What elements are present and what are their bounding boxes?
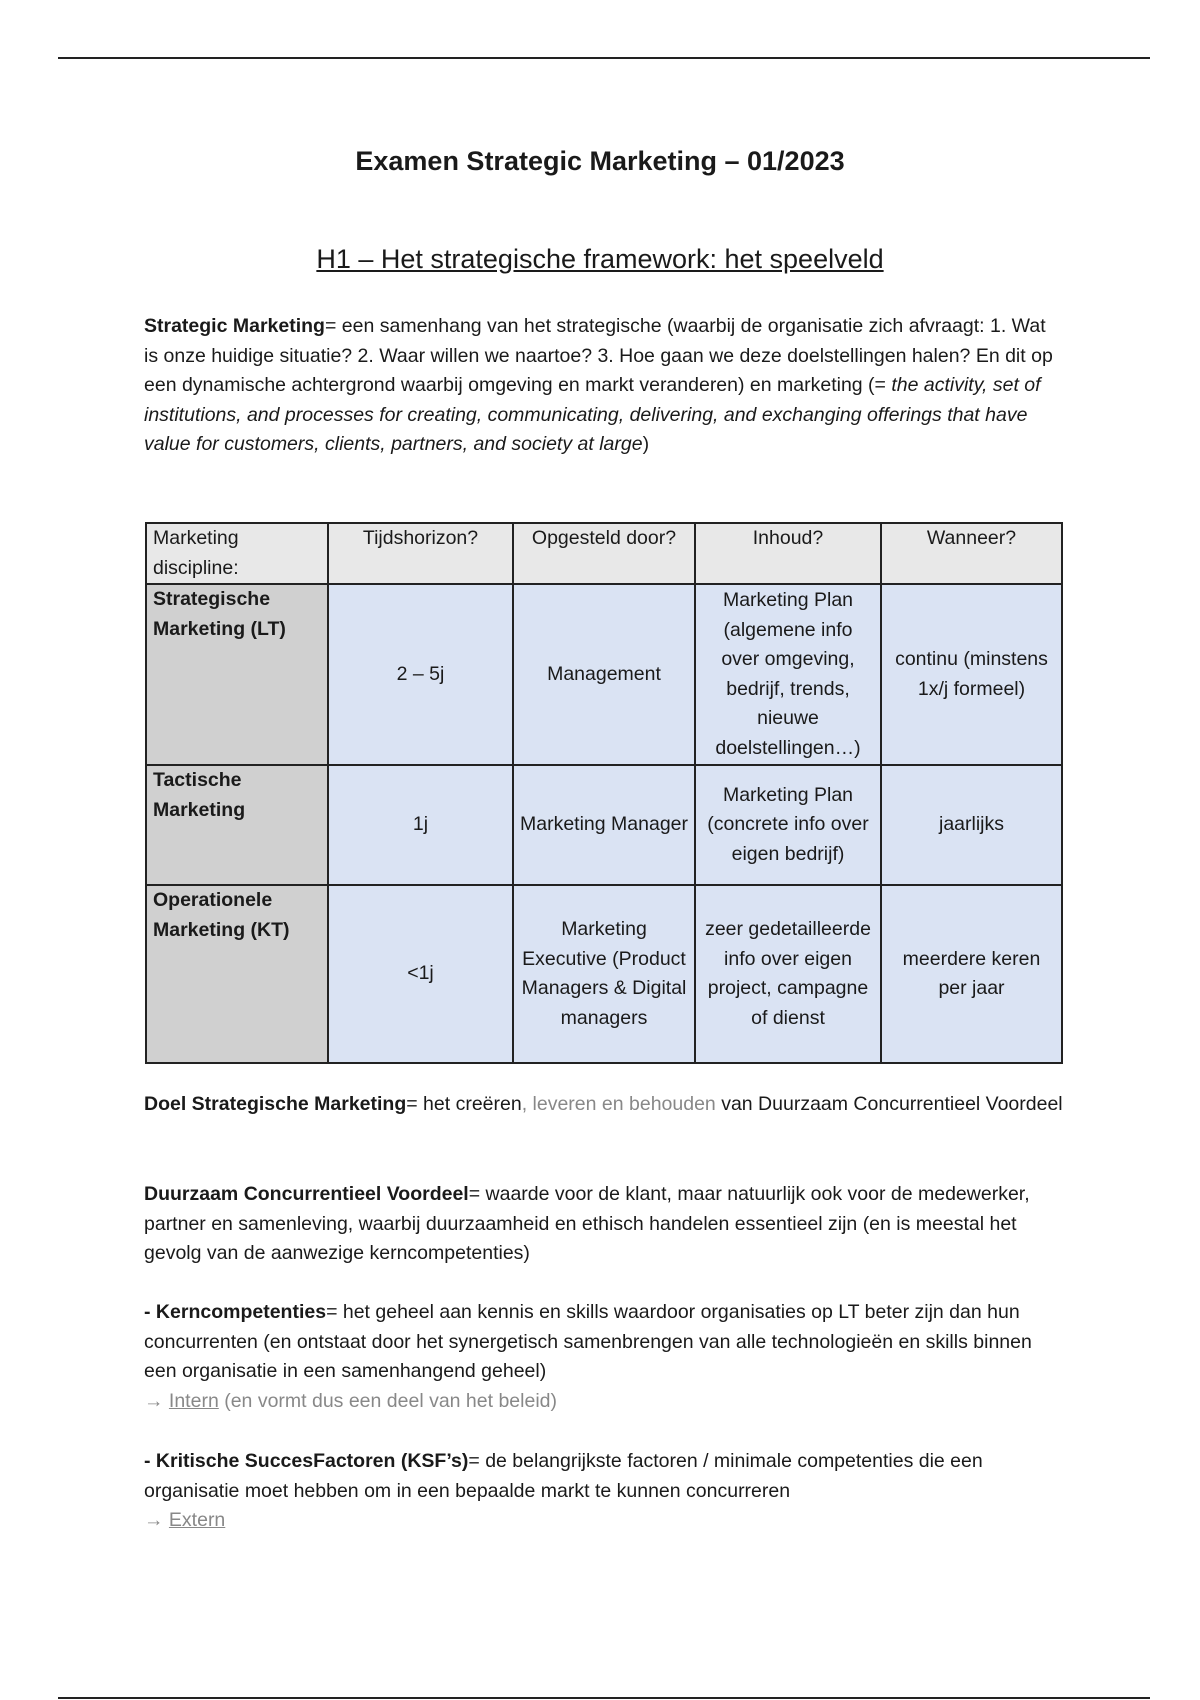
doel-paragraph [144,1090,1064,1120]
table-cell: 2 – 5j [328,584,513,765]
table-row [146,885,1062,1063]
intern-label: Intern [168,1389,219,1412]
header-cell: Tijdshorizon? [328,523,513,584]
term: Duurzaam Concurrentieel Voordeel [144,1183,469,1205]
header-rule [58,57,1150,59]
chapter-heading: H1 – Het strategische framework: het speelveld [316,244,884,274]
note: (en vormt dus een deel van het beleid) [218,1389,557,1412]
arrow-icon: → [144,1509,169,1531]
table-cell: Marketing Plan (algemene info over omgeving, bedrijf, trends, nieuwe doelstellingen…) [695,584,881,765]
header-cell: Wanneer? [881,523,1062,584]
ksf-paragraph [144,1447,1064,1536]
document-title: Examen Strategic Marketing – 01/2023 [355,146,845,176]
footer-rule [58,1697,1150,1699]
dcv-paragraph [144,1180,1064,1269]
dash: - [144,1301,156,1323]
header-cell: Marketing discipline: [146,523,328,584]
term: Strategic Marketing [144,315,325,337]
text: van Duurzaam Concurrentieel Voordeel [715,1093,1063,1115]
text: = het geheel aan kennis en skills waardoor organisaties op LT beter zijn dan hun concurrenten (en ontstaat door het synergetisch samenbrengen van alle technologieën en skills binnen een organisatie in een samenhangend geheel) [144,1301,1032,1382]
table-cell: continu (minstens 1x/j formeel) [881,584,1062,765]
header-cell: Inhoud? [695,523,881,584]
table-cell: Strategische Marketing (LT) [146,584,328,765]
term: Kerncompetenties [155,1301,327,1323]
header-cell: Opgesteld door? [513,523,695,584]
text: = de belangrijkste factoren / minimale competenties die een organisatie moet hebben om in een bepaalde markt te kunnen concurreren [144,1450,983,1502]
term: Kritische SuccesFactoren (KSF’s) [155,1450,469,1472]
table-cell: Tactische Marketing [146,765,328,885]
table-cell: jaarlijks [881,765,1062,885]
table-cell: <1j [328,885,513,1063]
extern-label: Extern [168,1509,226,1531]
table-row [146,765,1062,885]
table-cell: meerdere keren per jaar [881,885,1062,1063]
table-cell: Marketing Executive (Product Managers & Digital managers [513,885,695,1063]
arrow-icon: → [144,1389,169,1412]
kern-paragraph [144,1298,1064,1416]
table-row [146,584,1062,765]
table-cell: 1j [328,765,513,885]
text: ) [642,433,650,455]
italic-text: the activity, set of institutions, and processes for creating, communicating, delivering, and exchanging offerings that have value for customers, clients, partners, and society at large [144,374,1041,455]
table-cell: zeer gedetailleerde info over eigen project, campagne of dienst [695,885,881,1063]
table-cell: Management [513,584,695,765]
text: = waarde voor de klant, maar natuurlijk ook voor de medewerker, partner en samenleving, waarbij duurzaamheid en ethisch handelen essentieel zijn (en is meestal het gevolg van de aanwezige kerncompetenties) [144,1183,1030,1264]
table-cell: Operationele Marketing (KT) [146,885,328,1063]
dash: - [144,1450,156,1472]
table-cell: Marketing Plan (concrete info over eigen bedrijf) [695,765,881,885]
term: Doel Strategische Marketing [144,1093,407,1115]
table-cell: Marketing Manager [513,765,695,885]
text: = een samenhang van het strategische (waarbij de organisatie zich afvraagt: 1. Wat is onze huidige situatie? 2. Waar willen we naartoe? 3. Hoe gaan we deze doelstellingen halen? En dit op een dynamische achtergrond waarbij omgeving en markt veranderen) en marketing (= [144,315,1053,396]
intro-paragraph [144,312,1064,460]
grey-text: , leveren en behouden [521,1093,716,1115]
table-header-row [146,523,1062,584]
text: = het creëren [406,1093,522,1115]
marketing-discipline-table [145,522,1063,1064]
